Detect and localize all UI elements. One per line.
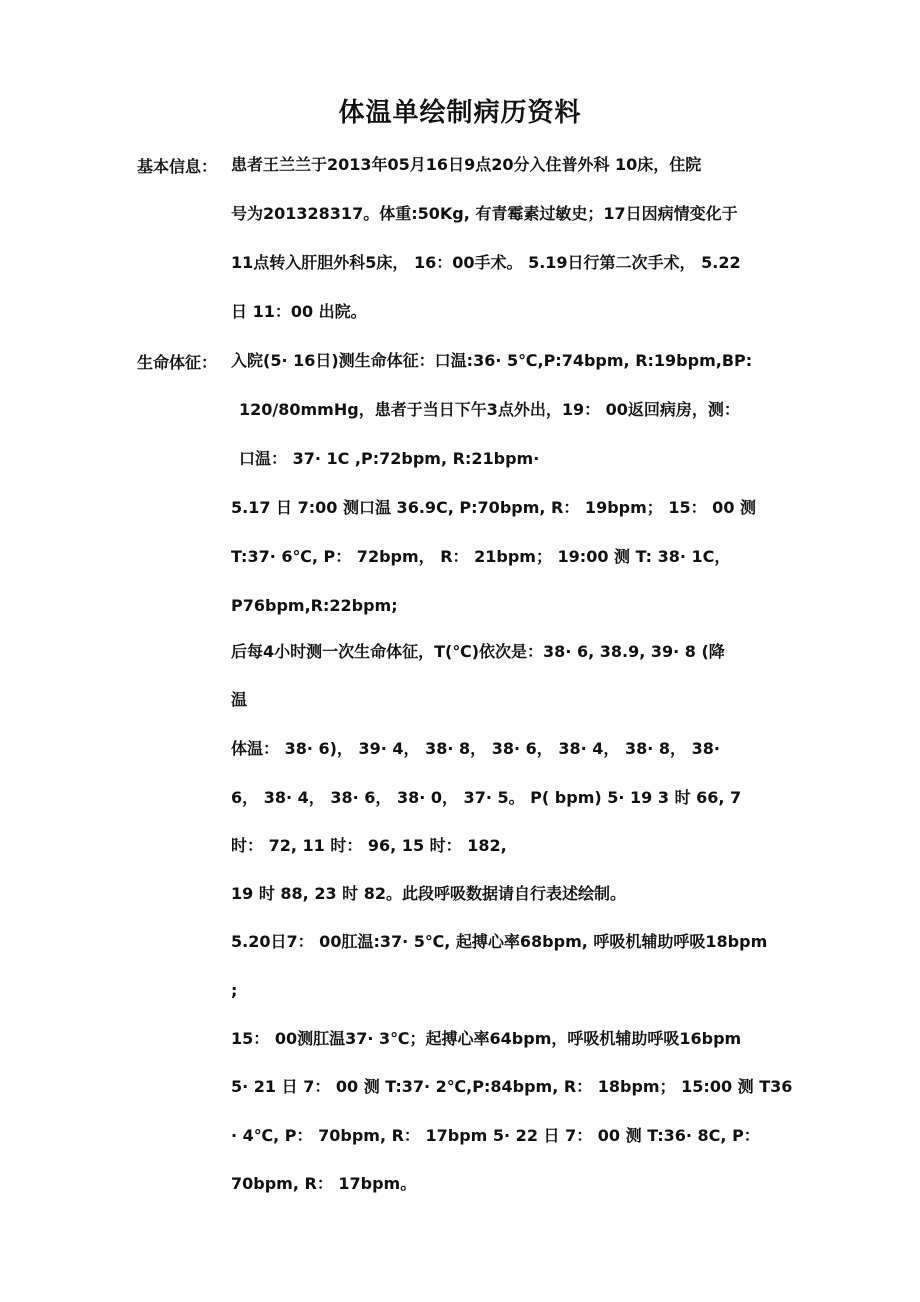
- vital-signs-line-10: 6， 38· 4， 38· 6， 38· 0， 37· 5。 P( bpm) 5· 19 3 时 66, 7: [231, 788, 742, 807]
- basic-info-line-2: 号为201328317。体重:50Kg, 有青霉素过敏史；17日因病情变化于: [231, 204, 738, 223]
- vital-signs-line-7: 后每4小时测一次生命体征，T(℃)依次是：38· 6, 38.9, 39· 8 (降: [231, 642, 725, 661]
- vital-signs-line-17: · 4℃, P： 70bpm, R： 17bpm 5· 22 日 7： 00 测 T:36· 8C, P：: [231, 1126, 760, 1145]
- vital-signs-line-15: 15： 00测肛温37· 3℃；起搏心率64bpm，呼吸机辅助呼吸16bpm: [231, 1029, 742, 1048]
- basic-info-line-3: 11点转入肝胆外科5床， 16：00手术。 5.19日行第二次手术， 5.22: [231, 253, 741, 272]
- basic-info-label: 基本信息：: [137, 157, 218, 176]
- basic-info-line-1: 患者王兰兰于2013年05月16日9点20分入住普外科 10床，住院: [231, 155, 702, 174]
- vital-signs-line-16: 5· 21 日 7： 00 测 T:37· 2℃,P:84bpm, R： 18bpm； 15:00 测 T36: [231, 1077, 793, 1096]
- basic-info-line-4: 日 11：00 出院。: [231, 302, 367, 321]
- vital-signs-line-4: 5.17 日 7:00 测口温 36.9C, P:70bpm, R： 19bpm； 15： 00 测: [231, 498, 757, 517]
- page-title: 体温单绘制病历资料: [338, 98, 582, 128]
- vital-signs-line-1: 入院(5· 16日)测生命体征：口温:36· 5℃,P:74bpm, R:19bpm,BP:: [231, 351, 753, 370]
- vital-signs-line-12: 19 时 88, 23 时 82。此段呼吸数据请自行表述绘制。: [231, 884, 626, 903]
- vital-signs-line-6: P76bpm,R:22bpm;: [231, 596, 398, 615]
- vital-signs-line-8: 温: [231, 690, 248, 709]
- vital-signs-line-9: 体温： 38· 6)， 39· 4， 38· 8， 38· 6， 38· 4， 38· 8， 38·: [231, 739, 720, 758]
- vital-signs-label: 生命体征：: [137, 353, 218, 372]
- vital-signs-line-2: 120/80mmHg，患者于当日下午3点外出，19： 00返回病房，测：: [239, 400, 740, 419]
- vital-signs-line-11: 时： 72, 11 时： 96, 15 时： 182,: [231, 836, 507, 855]
- vital-signs-line-18: 70bpm, R： 17bpm。: [231, 1174, 417, 1193]
- vital-signs-line-3: 口温： 37· 1C ,P:72bpm, R:21bpm·: [239, 449, 540, 468]
- vital-signs-line-5: T:37· 6℃, P： 72bpm， R： 21bpm； 19:00 测 T: 38· 1C，: [231, 547, 731, 566]
- vital-signs-line-14: ;: [231, 981, 238, 1000]
- vital-signs-line-13: 5.20日7： 00肛温:37· 5℃, 起搏心率68bpm, 呼吸机辅助呼吸18bpm: [231, 932, 768, 951]
